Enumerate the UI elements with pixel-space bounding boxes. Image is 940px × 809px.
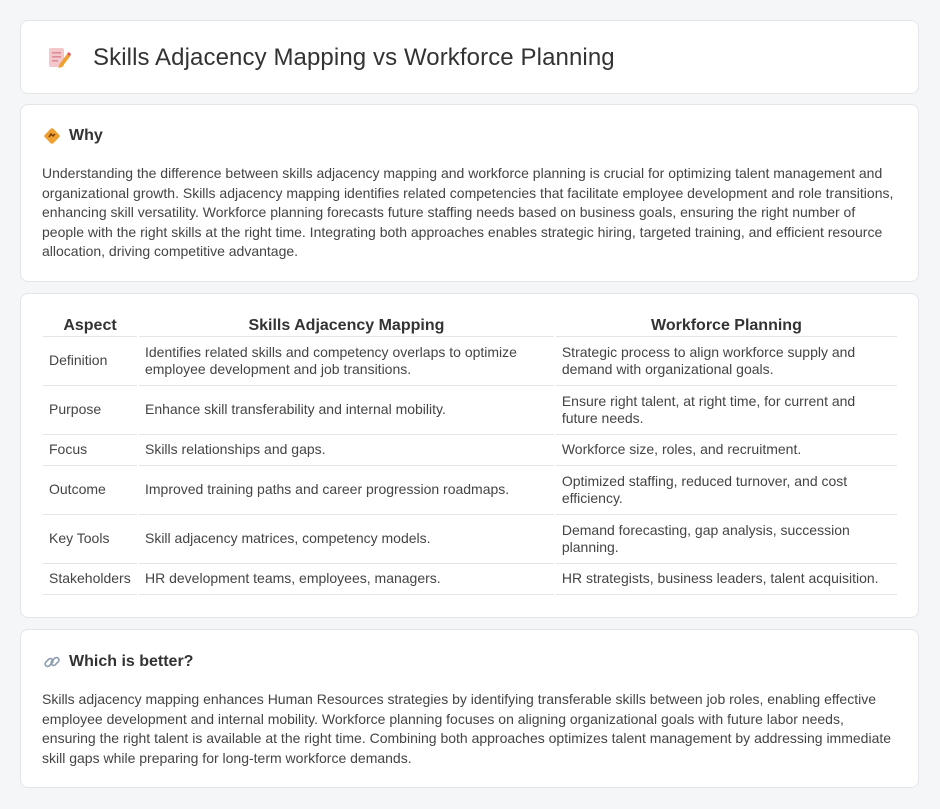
title-row (47, 44, 615, 72)
table-row (43, 564, 897, 595)
why-section (20, 104, 919, 282)
table-header-row (43, 315, 897, 337)
row-aspect: Key Tools (43, 515, 137, 564)
header-aspect: Aspect (43, 315, 137, 337)
comparison-table (41, 315, 899, 595)
table-row (43, 386, 897, 435)
row-aspect: Focus (43, 435, 137, 466)
row-skills-value: Improved training paths and career progression roadmaps. (139, 466, 554, 515)
why-title: Why (69, 127, 103, 144)
link-icon (43, 653, 61, 671)
row-workforce-value: Ensure right talent, at right time, for current and future needs. (556, 386, 897, 435)
page-title: Skills Adjacency Mapping vs Workforce Planning (93, 44, 615, 71)
table-row (43, 435, 897, 466)
row-aspect: Stakeholders (43, 564, 137, 595)
diamond-sign-icon (43, 127, 61, 145)
row-aspect: Definition (43, 337, 137, 386)
better-text: Skills adjacency mapping enhances Human Resources strategies by identifying transferable skills between job roles, enabling effective employee development and internal mobility. Workforce planning focuses on aligning organizational goals with future labor needs, ensuring the right talent is available at the right time. Combining both approaches optimizes talent management by addressing immediate skill gaps while preparing for long-term workforce demands. (42, 691, 892, 766)
row-workforce-value: Optimized staffing, reduced turnover, and cost efficiency. (556, 466, 897, 515)
row-workforce-value: Demand forecasting, gap analysis, succession planning. (556, 515, 897, 564)
header-workforce-planning: Workforce Planning (556, 315, 897, 337)
row-skills-value: Identifies related skills and competency overlaps to optimize employee development and job transitions. (139, 337, 554, 386)
row-aspect: Purpose (43, 386, 137, 435)
row-skills-value: Skills relationships and gaps. (139, 435, 554, 466)
title-card (20, 20, 919, 94)
why-text: Understanding the difference between skills adjacency mapping and workforce planning is crucial for optimizing talent management and organizational growth. Skills adjacency mapping identifies related competencies that facilitate employee development and role transitions, enhancing skill versatility. Workforce planning forecasts future staffing needs based on business goals, ensuring the right number of people with the right skills at the right time. Integrating both approaches enables strategic hiring, targeted training, and efficient resource allocation, driving competitive advantage. (42, 165, 894, 260)
row-skills-value: Enhance skill transferability and internal mobility. (139, 386, 554, 435)
row-aspect: Outcome (43, 466, 137, 515)
which-better-section (20, 629, 919, 788)
row-workforce-value: Workforce size, roles, and recruitment. (556, 435, 897, 466)
row-workforce-value: Strategic process to align workforce supply and demand with organizational goals. (556, 337, 897, 386)
row-skills-value: Skill adjacency matrices, competency models. (139, 515, 554, 564)
table-row (43, 515, 897, 564)
why-header (43, 127, 103, 145)
row-skills-value: HR development teams, employees, managers. (139, 564, 554, 595)
table-row (43, 466, 897, 515)
comparison-section (20, 293, 919, 618)
better-title: Which is better? (69, 653, 194, 670)
better-header (43, 653, 193, 671)
document-pencil-icon (47, 45, 71, 71)
header-skills-adjacency: Skills Adjacency Mapping (139, 315, 554, 337)
row-workforce-value: HR strategists, business leaders, talent acquisition. (556, 564, 897, 595)
table-row (43, 337, 897, 386)
